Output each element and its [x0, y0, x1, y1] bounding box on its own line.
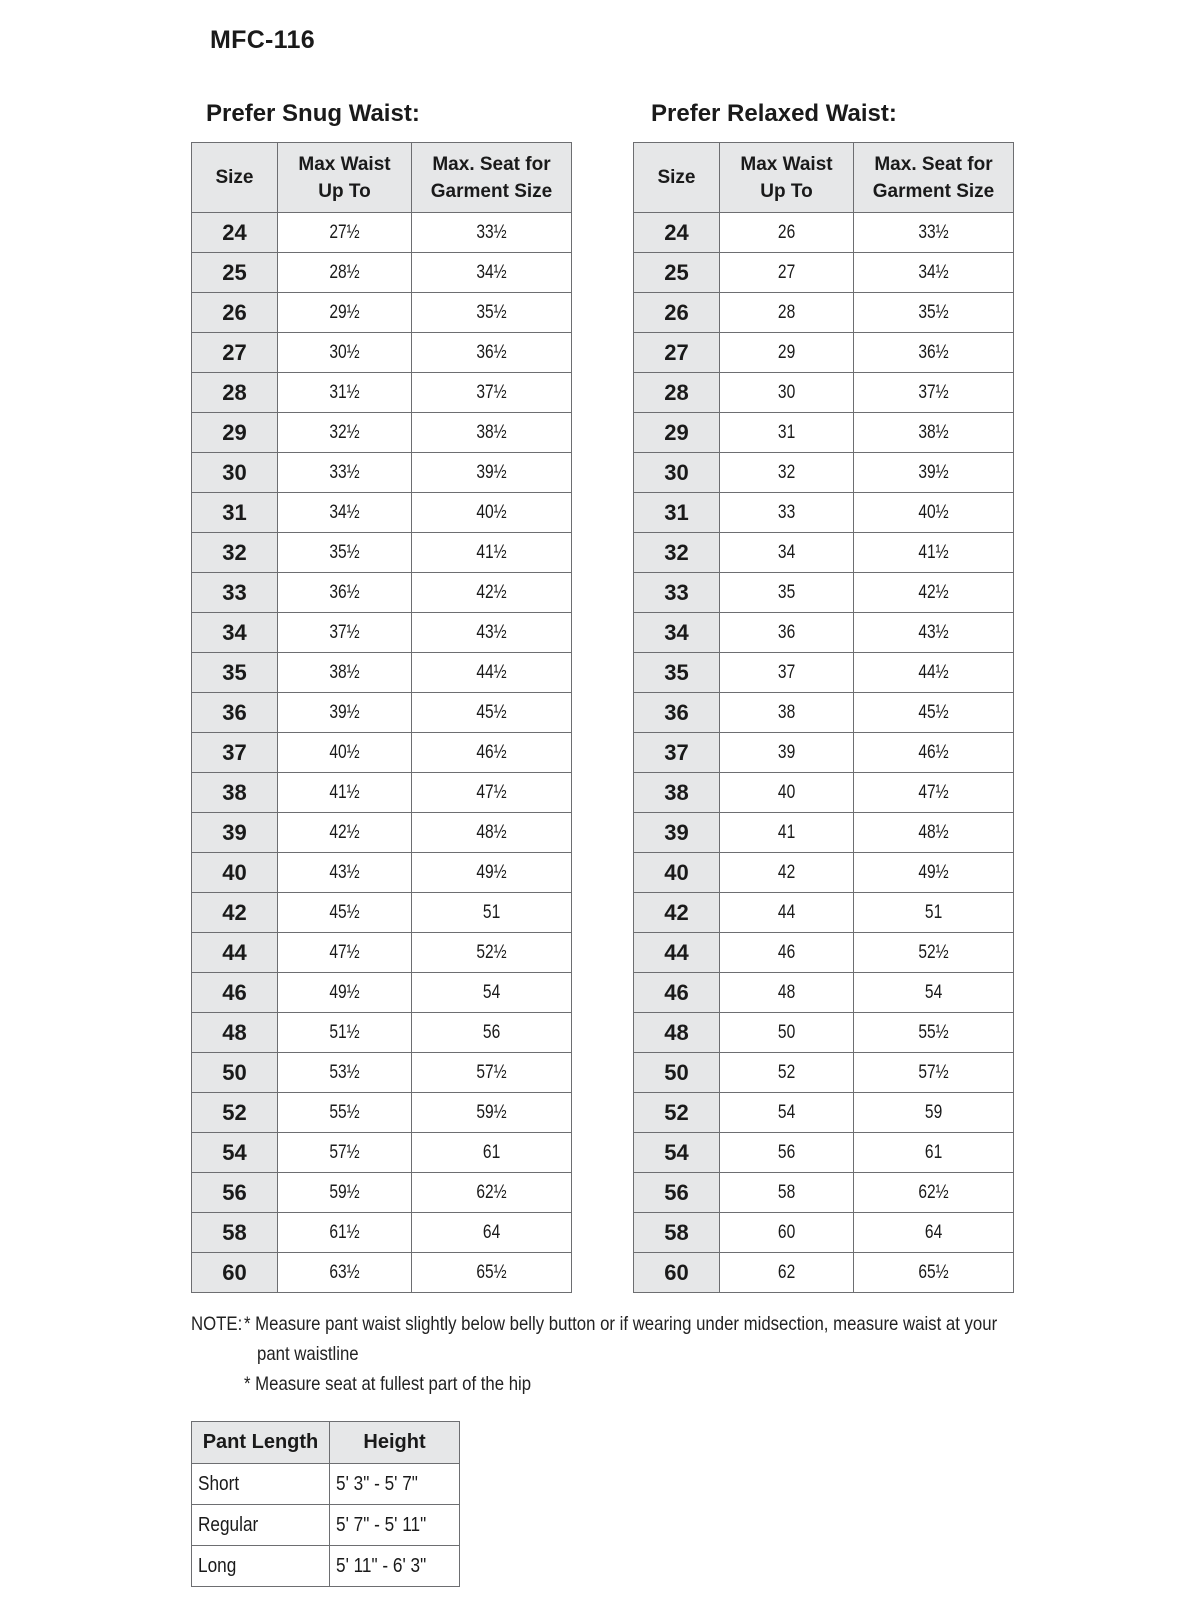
- max-waist-cell: 29½: [278, 293, 412, 333]
- max-seat-cell: 37½: [412, 373, 572, 413]
- max-seat-cell: 47½: [412, 773, 572, 813]
- size-cell: 56: [634, 1173, 720, 1213]
- table-row: [192, 533, 572, 573]
- size-cell: 42: [634, 893, 720, 933]
- size-cell: 56: [192, 1173, 278, 1213]
- size-cell: 30: [192, 453, 278, 493]
- max-seat-cell: 40½: [854, 493, 1014, 533]
- size-cell: 52: [634, 1093, 720, 1133]
- max-waist-cell: 36½: [278, 573, 412, 613]
- table-row: [192, 773, 572, 813]
- table-row: [634, 213, 1014, 253]
- max-waist-column-header: Max Waist Up To: [720, 143, 854, 213]
- size-cell: 29: [192, 413, 278, 453]
- max-waist-cell: 38½: [278, 653, 412, 693]
- size-cell: 52: [192, 1093, 278, 1133]
- max-seat-cell: 54: [854, 973, 1014, 1013]
- table-row: [634, 1093, 1014, 1133]
- table-row: [192, 893, 572, 933]
- table-row: [192, 413, 572, 453]
- max-seat-cell: 35½: [854, 293, 1014, 333]
- size-cell: 29: [634, 413, 720, 453]
- max-seat-column-header: Max. Seat for Garment Size: [854, 143, 1014, 213]
- table-row: [192, 1093, 572, 1133]
- size-cell: 35: [192, 653, 278, 693]
- max-seat-cell: 51: [854, 893, 1014, 933]
- table-row: [192, 1053, 572, 1093]
- size-cell: 40: [634, 853, 720, 893]
- max-seat-cell: 59: [854, 1093, 1014, 1133]
- max-waist-cell: 29: [720, 333, 854, 373]
- max-seat-cell: 62½: [412, 1173, 572, 1213]
- max-waist-cell: 27: [720, 253, 854, 293]
- size-cell: 38: [634, 773, 720, 813]
- size-cell: 44: [634, 933, 720, 973]
- size-cell: 26: [192, 293, 278, 333]
- note-seat: * Measure seat at fullest part of the hip: [244, 1373, 532, 1395]
- max-seat-cell: 34½: [854, 253, 1014, 293]
- size-cell: 31: [634, 493, 720, 533]
- table-row: [634, 253, 1014, 293]
- relaxed-waist-table: [633, 142, 1014, 1293]
- table-row: [192, 693, 572, 733]
- note-waist: * Measure pant waist slightly below belly button or if wearing under midsection, measure waist at your: [244, 1313, 998, 1335]
- max-seat-cell: 65½: [412, 1253, 572, 1293]
- max-seat-cell: 35½: [412, 293, 572, 333]
- max-seat-cell: 43½: [854, 613, 1014, 653]
- max-seat-cell: 46½: [412, 733, 572, 773]
- max-seat-cell: 59½: [412, 1093, 572, 1133]
- max-waist-cell: 38: [720, 693, 854, 733]
- max-waist-cell: 31½: [278, 373, 412, 413]
- pant-length-table: [191, 1421, 460, 1587]
- max-seat-column-header: Max. Seat for Garment Size: [412, 143, 572, 213]
- max-waist-cell: 41½: [278, 773, 412, 813]
- table-row: [192, 853, 572, 893]
- max-seat-cell: 56: [412, 1013, 572, 1053]
- table-row: [192, 733, 572, 773]
- length-table-body: [192, 1464, 460, 1587]
- max-waist-cell: 56: [720, 1133, 854, 1173]
- max-waist-cell: 60: [720, 1213, 854, 1253]
- pant-length-cell: Long: [192, 1546, 330, 1587]
- max-seat-cell: 36½: [412, 333, 572, 373]
- max-waist-cell: 40½: [278, 733, 412, 773]
- table-row: [192, 1505, 460, 1546]
- table-row: [192, 453, 572, 493]
- table-row: [634, 1053, 1014, 1093]
- note-waist-continued: pant waistline: [257, 1343, 359, 1365]
- table-row: [634, 573, 1014, 613]
- max-seat-cell: 37½: [854, 373, 1014, 413]
- max-waist-cell: 51½: [278, 1013, 412, 1053]
- document-code: MFC-116: [210, 26, 315, 54]
- max-seat-cell: 36½: [854, 333, 1014, 373]
- table-row: [634, 373, 1014, 413]
- table-row: [634, 853, 1014, 893]
- max-waist-cell: 30: [720, 373, 854, 413]
- table-row: [634, 893, 1014, 933]
- max-waist-cell: 55½: [278, 1093, 412, 1133]
- table-row: [192, 213, 572, 253]
- size-cell: 35: [634, 653, 720, 693]
- table-row: [192, 1213, 572, 1253]
- max-seat-cell: 41½: [412, 533, 572, 573]
- snug-waist-heading: Prefer Snug Waist:: [206, 100, 420, 127]
- pant-length-cell: Short: [192, 1464, 330, 1505]
- pant-length-column-header: Pant Length: [192, 1422, 330, 1464]
- table-row: [192, 1133, 572, 1173]
- max-waist-cell: 37½: [278, 613, 412, 653]
- max-waist-cell: 59½: [278, 1173, 412, 1213]
- max-seat-cell: 47½: [854, 773, 1014, 813]
- note-label: NOTE:: [191, 1313, 243, 1335]
- max-seat-cell: 52½: [412, 933, 572, 973]
- max-waist-cell: 54: [720, 1093, 854, 1133]
- max-seat-cell: 38½: [854, 413, 1014, 453]
- max-waist-column-header: Max Waist Up To: [278, 143, 412, 213]
- table-row: [192, 613, 572, 653]
- max-seat-cell: 33½: [412, 213, 572, 253]
- max-waist-cell: 43½: [278, 853, 412, 893]
- max-waist-cell: 33½: [278, 453, 412, 493]
- table-row: [192, 813, 572, 853]
- max-waist-cell: 47½: [278, 933, 412, 973]
- table-row: [634, 1213, 1014, 1253]
- max-waist-cell: 44: [720, 893, 854, 933]
- table-row: [192, 973, 572, 1013]
- max-waist-cell: 57½: [278, 1133, 412, 1173]
- table-row: [634, 1133, 1014, 1173]
- table-header-row: [634, 143, 1014, 213]
- max-seat-cell: 48½: [412, 813, 572, 853]
- table-row: [634, 453, 1014, 493]
- size-column-header: Size: [192, 143, 278, 213]
- snug-waist-table: [191, 142, 572, 1293]
- max-seat-cell: 64: [854, 1213, 1014, 1253]
- max-waist-cell: 32: [720, 453, 854, 493]
- size-cell: 50: [634, 1053, 720, 1093]
- size-cell: 24: [634, 213, 720, 253]
- table-row: [634, 413, 1014, 453]
- table-row: [634, 733, 1014, 773]
- table-header-row: [192, 143, 572, 213]
- table-row: [192, 1464, 460, 1505]
- size-cell: 54: [634, 1133, 720, 1173]
- max-waist-cell: 52: [720, 1053, 854, 1093]
- max-waist-cell: 58: [720, 1173, 854, 1213]
- max-waist-cell: 33: [720, 493, 854, 533]
- size-cell: 39: [192, 813, 278, 853]
- table-row: [192, 253, 572, 293]
- max-waist-cell: 48: [720, 973, 854, 1013]
- max-seat-cell: 42½: [854, 573, 1014, 613]
- size-cell: 30: [634, 453, 720, 493]
- size-cell: 33: [634, 573, 720, 613]
- max-seat-cell: 54: [412, 973, 572, 1013]
- max-seat-cell: 65½: [854, 1253, 1014, 1293]
- size-cell: 38: [192, 773, 278, 813]
- table-row: [634, 533, 1014, 573]
- size-cell: 37: [192, 733, 278, 773]
- table-row: [192, 1173, 572, 1213]
- max-seat-cell: 38½: [412, 413, 572, 453]
- max-seat-cell: 44½: [412, 653, 572, 693]
- table-row: [192, 573, 572, 613]
- size-cell: 24: [192, 213, 278, 253]
- size-cell: 28: [634, 373, 720, 413]
- size-cell: 58: [634, 1213, 720, 1253]
- max-waist-cell: 49½: [278, 973, 412, 1013]
- size-cell: 46: [192, 973, 278, 1013]
- size-cell: 26: [634, 293, 720, 333]
- max-waist-cell: 53½: [278, 1053, 412, 1093]
- max-waist-cell: 61½: [278, 1213, 412, 1253]
- size-cell: 27: [634, 333, 720, 373]
- table-row: [634, 813, 1014, 853]
- max-seat-cell: 39½: [854, 453, 1014, 493]
- size-cell: 31: [192, 493, 278, 533]
- size-cell: 37: [634, 733, 720, 773]
- table-row: [634, 1013, 1014, 1053]
- table-row: [634, 693, 1014, 733]
- size-cell: 36: [192, 693, 278, 733]
- max-waist-cell: 39½: [278, 693, 412, 733]
- max-seat-cell: 45½: [854, 693, 1014, 733]
- height-cell: 5' 7" - 5' 11": [330, 1505, 460, 1546]
- max-seat-cell: 41½: [854, 533, 1014, 573]
- max-waist-cell: 26: [720, 213, 854, 253]
- max-waist-cell: 32½: [278, 413, 412, 453]
- height-cell: 5' 11" - 6' 3": [330, 1546, 460, 1587]
- size-cell: 25: [192, 253, 278, 293]
- table-row: [634, 1253, 1014, 1293]
- size-cell: 48: [634, 1013, 720, 1053]
- size-cell: 58: [192, 1213, 278, 1253]
- table-row: [634, 653, 1014, 693]
- max-seat-cell: 46½: [854, 733, 1014, 773]
- table-row: [192, 933, 572, 973]
- max-seat-cell: 42½: [412, 573, 572, 613]
- table-row: [192, 293, 572, 333]
- table-row: [634, 333, 1014, 373]
- size-cell: 32: [192, 533, 278, 573]
- max-seat-cell: 57½: [412, 1053, 572, 1093]
- max-waist-cell: 45½: [278, 893, 412, 933]
- table-header-row: [192, 1422, 460, 1464]
- size-cell: 40: [192, 853, 278, 893]
- size-cell: 50: [192, 1053, 278, 1093]
- table-row: [192, 373, 572, 413]
- max-waist-cell: 28½: [278, 253, 412, 293]
- size-cell: 39: [634, 813, 720, 853]
- max-waist-cell: 39: [720, 733, 854, 773]
- table-row: [192, 1253, 572, 1293]
- max-waist-cell: 41: [720, 813, 854, 853]
- max-waist-cell: 34: [720, 533, 854, 573]
- max-waist-cell: 50: [720, 1013, 854, 1053]
- size-cell: 54: [192, 1133, 278, 1173]
- max-waist-cell: 30½: [278, 333, 412, 373]
- max-seat-cell: 61: [854, 1133, 1014, 1173]
- max-waist-cell: 27½: [278, 213, 412, 253]
- table-row: [192, 653, 572, 693]
- size-cell: 60: [192, 1253, 278, 1293]
- max-waist-cell: 36: [720, 613, 854, 653]
- max-seat-cell: 55½: [854, 1013, 1014, 1053]
- table-row: [192, 1013, 572, 1053]
- max-waist-cell: 35½: [278, 533, 412, 573]
- relaxed-waist-heading: Prefer Relaxed Waist:: [651, 100, 897, 127]
- max-seat-cell: 34½: [412, 253, 572, 293]
- table-row: [192, 1546, 460, 1587]
- max-seat-cell: 49½: [412, 853, 572, 893]
- max-seat-cell: 43½: [412, 613, 572, 653]
- max-seat-cell: 48½: [854, 813, 1014, 853]
- table-row: [634, 973, 1014, 1013]
- max-seat-cell: 62½: [854, 1173, 1014, 1213]
- size-cell: 48: [192, 1013, 278, 1053]
- size-column-header: Size: [634, 143, 720, 213]
- max-waist-cell: 63½: [278, 1253, 412, 1293]
- max-seat-cell: 33½: [854, 213, 1014, 253]
- size-cell: 34: [192, 613, 278, 653]
- max-seat-cell: 64: [412, 1213, 572, 1253]
- max-waist-cell: 28: [720, 293, 854, 333]
- table-row: [634, 933, 1014, 973]
- size-cell: 46: [634, 973, 720, 1013]
- table-row: [634, 773, 1014, 813]
- max-seat-cell: 49½: [854, 853, 1014, 893]
- max-seat-cell: 51: [412, 893, 572, 933]
- table-row: [634, 293, 1014, 333]
- table-row: [634, 1173, 1014, 1213]
- max-waist-cell: 62: [720, 1253, 854, 1293]
- size-cell: 60: [634, 1253, 720, 1293]
- table-row: [634, 493, 1014, 533]
- max-waist-cell: 46: [720, 933, 854, 973]
- max-seat-cell: 52½: [854, 933, 1014, 973]
- pant-length-cell: Regular: [192, 1505, 330, 1546]
- max-waist-cell: 37: [720, 653, 854, 693]
- max-seat-cell: 40½: [412, 493, 572, 533]
- table-row: [192, 493, 572, 533]
- size-cell: 44: [192, 933, 278, 973]
- size-cell: 36: [634, 693, 720, 733]
- size-cell: 34: [634, 613, 720, 653]
- max-waist-cell: 35: [720, 573, 854, 613]
- max-seat-cell: 39½: [412, 453, 572, 493]
- size-cell: 25: [634, 253, 720, 293]
- max-waist-cell: 42½: [278, 813, 412, 853]
- max-waist-cell: 42: [720, 853, 854, 893]
- size-cell: 42: [192, 893, 278, 933]
- table-row: [634, 613, 1014, 653]
- size-cell: 27: [192, 333, 278, 373]
- size-cell: 33: [192, 573, 278, 613]
- height-cell: 5' 3" - 5' 7": [330, 1464, 460, 1505]
- height-column-header: Height: [330, 1422, 460, 1464]
- size-cell: 28: [192, 373, 278, 413]
- max-seat-cell: 45½: [412, 693, 572, 733]
- max-seat-cell: 57½: [854, 1053, 1014, 1093]
- max-waist-cell: 40: [720, 773, 854, 813]
- size-cell: 32: [634, 533, 720, 573]
- max-waist-cell: 31: [720, 413, 854, 453]
- table-row: [192, 333, 572, 373]
- max-seat-cell: 61: [412, 1133, 572, 1173]
- max-seat-cell: 44½: [854, 653, 1014, 693]
- max-waist-cell: 34½: [278, 493, 412, 533]
